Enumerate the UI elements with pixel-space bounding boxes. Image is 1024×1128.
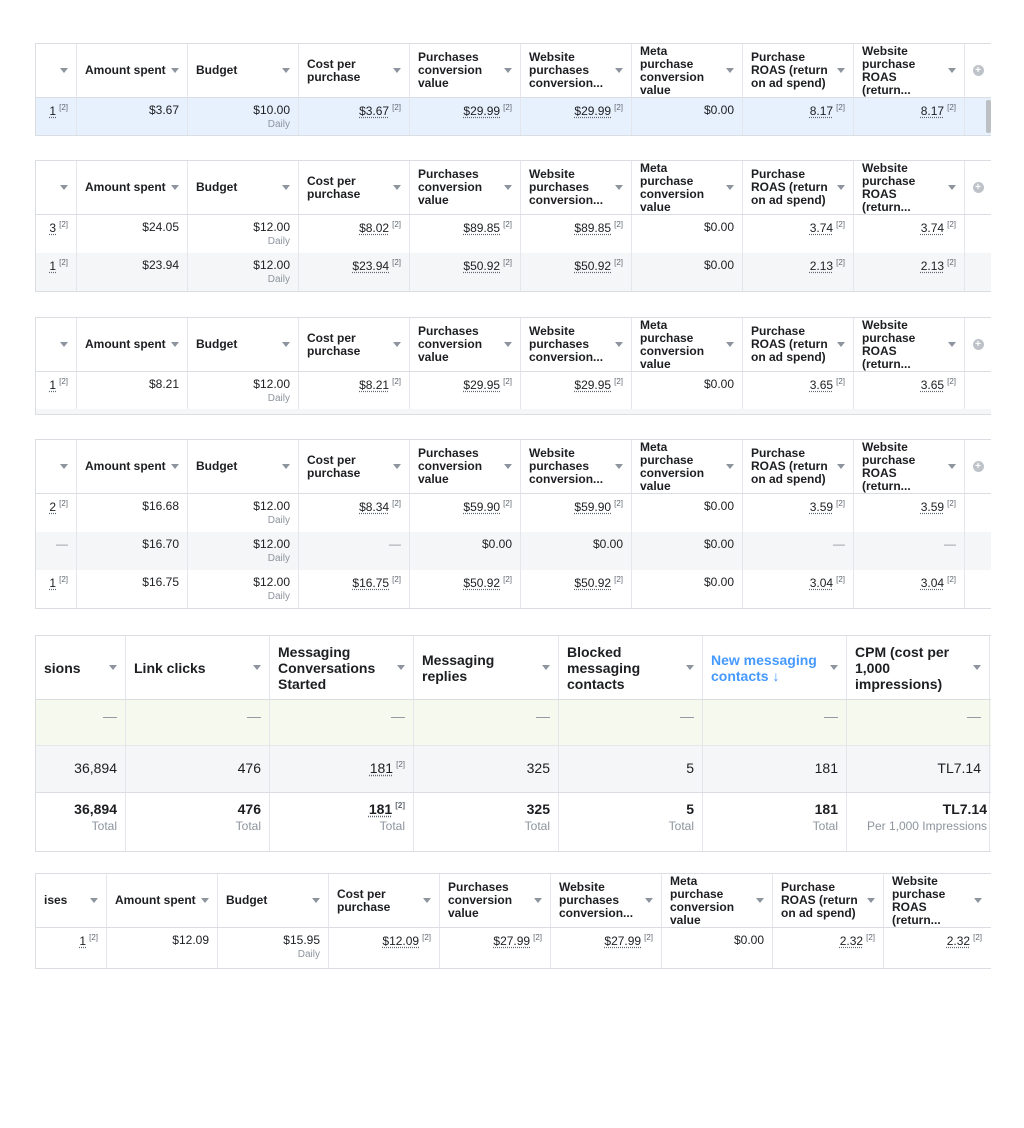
purchases-value[interactable]: 1 [49,378,57,392]
purchases-conversion-value-header[interactable]: Purchases conversion value [410,44,521,97]
footnote-mark: [2] [89,933,98,942]
sort-caret-icon[interactable] [393,342,401,347]
ads-table-4 [35,439,991,609]
purchases-column-header[interactable] [36,440,77,493]
website-purchase-roas-header[interactable]: Website purchase ROAS (return... [884,874,990,927]
cpm-total: TL7.14 [942,801,987,817]
budget-period: Daily [267,274,290,285]
budget-period: Daily [267,591,290,602]
table-row[interactable] [36,372,991,409]
link-clicks-value: — [126,700,270,745]
footnote-mark: [2] [392,220,401,229]
meta-purchase-conversion-value-header[interactable]: Meta purchase conversion value [662,874,773,927]
footnote-mark: [2] [503,499,512,508]
purchase-roas-value[interactable]: 2.32 [839,934,864,948]
replies-value: — [414,700,559,745]
sort-caret-icon[interactable] [504,464,512,469]
meta-purchase-conversion-value-header[interactable]: Meta purchase conversion value [632,161,743,214]
website-purchase-roas-value[interactable]: 2.13 [920,259,945,273]
cost-per-purchase-header[interactable]: Cost per purchase [299,440,410,493]
website-purchases-conversion-value[interactable]: $50.92 [574,576,612,590]
meta-purchase-value: $0.00 [662,928,773,968]
cost-per-purchase-header[interactable]: Cost per purchase [299,318,410,371]
website-purchases-conversion-value[interactable]: $29.95 [574,378,612,392]
footnote-mark: [2] [59,575,68,584]
footnote-mark: [2] [644,933,653,942]
website-purchase-roas-value[interactable]: 2.32 [946,934,971,948]
sort-caret-icon[interactable] [60,185,68,190]
website-purchase-roas-header[interactable]: Website purchase ROAS (return... [854,161,965,214]
footnote-mark: [2] [866,933,875,942]
blocked-value: — [559,700,703,745]
link-clicks-value: 476 [126,746,270,792]
footnote-mark: [2] [503,258,512,267]
budget-value: $12.00 [253,258,290,272]
impressions-header[interactable]: sions [36,636,126,699]
website-purchases-conversion-header[interactable]: Website purchases conversion... [521,44,632,97]
purchases-conversion-value[interactable]: $89.85 [463,221,501,235]
ads-table-2 [35,160,991,292]
purchase-roas-header[interactable]: Purchase ROAS (return on ad spend) [743,161,854,214]
website-purchase-roas-value[interactable]: 3.74 [920,221,945,235]
sort-caret-icon[interactable] [171,68,179,73]
sort-caret-icon[interactable] [837,464,845,469]
amount-spent-header[interactable]: Amount spent [77,161,188,214]
sort-caret-icon[interactable] [948,68,956,73]
impressions-value: 36,894 [36,746,126,792]
sort-caret-icon[interactable] [726,185,734,190]
purchase-roas-value: — [743,532,854,570]
website-purchases-conversion-header[interactable]: Website purchases conversion... [521,440,632,493]
cpm-value: TL7.14 [847,746,990,792]
table-row[interactable] [36,570,991,608]
footnote-mark: [2] [614,258,623,267]
cost-per-purchase-value: — [299,532,410,570]
budget-period: Daily [297,949,320,960]
totals-row [36,793,991,851]
purchases-value[interactable]: 1 [49,259,57,273]
sort-caret-icon[interactable] [393,185,401,190]
footnote-mark: [2] [947,258,956,267]
total-label: Total [812,819,838,833]
messaging-table [35,635,991,852]
sort-caret-icon[interactable] [423,898,431,903]
purchase-roas-value[interactable]: 3.74 [809,221,834,235]
link-clicks-total: 476 [237,801,261,817]
website-purchases-conversion-header[interactable]: Website purchases conversion... [551,874,662,927]
add-column-button[interactable] [965,44,991,97]
sort-caret-icon[interactable] [504,68,512,73]
budget-value: $12.00 [253,220,290,234]
purchases-conversion-value-header[interactable]: Purchases conversion value [410,318,521,371]
cost-per-purchase-header[interactable]: Cost per purchase [329,874,440,927]
new-contacts-value: — [703,700,847,745]
budget-period: Daily [267,236,290,247]
purchases-conversion-value-header[interactable]: Purchases conversion value [410,161,521,214]
partial-row [36,409,991,414]
footnote-mark: [2] [836,103,845,112]
budget-header[interactable]: Budget [218,874,329,927]
purchase-roas-value[interactable]: 3.04 [809,576,834,590]
footnote-mark: [2] [392,258,401,267]
new-contacts-header[interactable]: New messaging contacts ↓ [703,636,847,699]
plus-circle-icon: + [973,461,984,472]
footnote-mark: [2] [947,575,956,584]
website-purchases-conversion-value[interactable]: $27.99 [604,934,642,948]
website-purchases-conversion-value[interactable]: $50.92 [574,259,612,273]
replies-total: 325 [526,801,550,817]
cost-per-purchase-header[interactable]: Cost per purchase [299,44,410,97]
total-label: Total [235,819,261,833]
total-label: Total [668,819,694,833]
footnote-mark: [2] [836,220,845,229]
sort-caret-icon[interactable] [948,342,956,347]
cost-per-purchase-value[interactable]: $8.02 [359,221,390,235]
total-label: Total [379,819,405,833]
sort-caret-icon[interactable] [171,464,179,469]
footnote-mark: [2] [614,499,623,508]
footnote-mark: [2] [947,220,956,229]
table-row[interactable] [36,532,991,570]
table-row[interactable] [36,253,991,291]
website-purchases-conversion-value[interactable]: $89.85 [574,221,612,235]
website-purchase-roas-header[interactable]: Website purchase ROAS (return... [854,440,965,493]
purchases-value[interactable]: 1 [49,104,57,118]
budget-period: Daily [267,119,290,130]
sort-caret-icon[interactable] [837,342,845,347]
sort-caret-icon[interactable] [393,464,401,469]
website-purchase-roas-value: — [854,532,965,570]
purchases-column-header[interactable] [36,44,77,97]
sort-caret-icon[interactable] [171,342,179,347]
conversations-value: — [270,700,414,745]
purchases-conversion-value: $0.00 [410,532,521,570]
website-purchases-conversion-header[interactable]: Website purchases conversion... [521,161,632,214]
table-row[interactable] [36,98,991,135]
table-row[interactable] [36,746,991,793]
footnote-mark: [2] [59,377,68,386]
ads-table-3 [35,317,991,415]
budget-value: $12.00 [253,537,290,551]
sort-caret-icon[interactable] [686,665,694,670]
website-purchases-conversion-value[interactable]: $59.90 [574,500,612,514]
footnote-mark: [2] [503,103,512,112]
budget-value: $12.00 [253,575,290,589]
footnote-mark: [2] [392,103,401,112]
meta-purchase-value: $0.00 [632,570,743,608]
purchases-value[interactable]: 1 [79,934,87,948]
vertical-scrollbar[interactable] [986,100,991,133]
sort-caret-icon[interactable] [726,464,734,469]
purchases-column-header[interactable] [36,318,77,371]
purchases-conversion-value[interactable]: $50.92 [463,259,501,273]
footnote-mark: [2] [947,103,956,112]
budget-header[interactable]: Budget [188,440,299,493]
budget-value: $10.00 [253,103,290,117]
add-column-button[interactable] [965,161,991,214]
footnote-mark: [2] [59,103,68,112]
cost-per-purchase-value[interactable]: $8.34 [359,500,390,514]
impressions-value: — [36,700,126,745]
blocked-value: 5 [559,746,703,792]
amount-spent-value: $24.05 [77,215,188,253]
amount-spent-value: $16.70 [77,532,188,570]
messaging-replies-header[interactable]: Messaging replies [414,636,559,699]
sort-caret-icon[interactable] [615,185,623,190]
budget-header[interactable]: Budget [188,161,299,214]
sort-caret-icon[interactable] [973,665,981,670]
meta-purchase-value: $0.00 [632,532,743,570]
purchase-roas-header[interactable]: Purchase ROAS (return on ad spend) [773,874,884,927]
cost-per-purchase-value[interactable]: $23.94 [352,259,390,273]
sort-caret-icon[interactable] [948,464,956,469]
purchase-roas-header[interactable]: Purchase ROAS (return on ad spend) [743,318,854,371]
budget-value: $15.95 [283,933,320,947]
sort-caret-icon[interactable] [645,898,653,903]
website-purchases-conversion-header[interactable]: Website purchases conversion... [521,318,632,371]
meta-purchase-value: $0.00 [632,253,743,291]
amount-spent-value: $16.68 [77,494,188,532]
meta-purchase-conversion-value-header[interactable]: Meta purchase conversion value [632,318,743,371]
conversations-total[interactable]: 181 [368,801,393,817]
total-label: Total [91,819,117,833]
sort-caret-icon[interactable] [830,665,838,670]
sort-caret-icon[interactable] [253,665,261,670]
footnote-mark: [2] [503,220,512,229]
cost-per-purchase-value[interactable]: $8.21 [359,378,390,392]
blocked-contacts-header[interactable]: Blocked messaging contacts [559,636,703,699]
amount-spent-value: $23.94 [77,253,188,291]
footnote-mark: [2] [614,377,623,386]
sort-caret-icon[interactable] [282,342,290,347]
footnote-mark: [2] [392,377,401,386]
sort-caret-icon[interactable] [60,68,68,73]
website-purchases-conversion-value[interactable]: $29.99 [574,104,612,118]
amount-spent-value: $12.09 [107,928,218,968]
meta-purchase-conversion-value-header[interactable]: Meta purchase conversion value [632,440,743,493]
footnote-mark: [2] [614,575,623,584]
sort-caret-icon[interactable] [171,185,179,190]
sort-caret-icon[interactable] [109,665,117,670]
ads-table-6 [35,873,991,969]
budget-period: Daily [267,515,290,526]
footnote-mark: [2] [395,801,405,811]
sort-caret-icon[interactable] [397,665,405,670]
footnote-mark: [2] [422,933,431,942]
sort-caret-icon[interactable] [542,665,550,670]
sort-caret-icon[interactable] [726,68,734,73]
table-row[interactable] [36,928,991,968]
sort-caret-icon[interactable] [90,898,98,903]
replies-value: 325 [414,746,559,792]
budget-value: $12.00 [253,377,290,391]
link-clicks-header[interactable]: Link clicks [126,636,270,699]
footnote-mark: [2] [503,575,512,584]
footnote-mark: [2] [836,499,845,508]
blocked-total: 5 [686,801,694,817]
meta-purchase-value: $0.00 [632,494,743,532]
meta-purchase-conversion-value-header[interactable]: Meta purchase conversion value [632,44,743,97]
plus-circle-icon: + [973,65,984,76]
amount-spent-value: $8.21 [77,372,188,409]
purchase-roas-value[interactable]: 2.13 [809,259,834,273]
footnote-mark: [2] [392,575,401,584]
purchases-conversion-value[interactable]: $59.90 [463,500,501,514]
sort-caret-icon[interactable] [312,898,320,903]
sort-caret-icon[interactable] [948,185,956,190]
website-purchase-roas-value[interactable]: 3.04 [920,576,945,590]
cpm-header[interactable]: CPM (cost per 1,000 impressions) [847,636,990,699]
website-purchases-conversion-value: $0.00 [521,532,632,570]
sort-caret-icon[interactable] [615,342,623,347]
purchase-roas-value[interactable]: 3.65 [809,378,834,392]
budget-value: $12.00 [253,499,290,513]
cost-per-purchase-header[interactable]: Cost per purchase [299,161,410,214]
footnote-mark: [2] [614,220,623,229]
sort-caret-icon[interactable] [393,68,401,73]
purchases-conversion-value[interactable]: $29.99 [463,104,501,118]
sort-caret-icon[interactable] [201,898,209,903]
purchases-conversion-value[interactable]: $27.99 [493,934,531,948]
ads-table-1 [35,43,991,136]
sort-caret-icon[interactable] [60,342,68,347]
purchases-value[interactable]: 2 [49,500,57,514]
cost-per-purchase-value[interactable]: $16.75 [352,576,390,590]
new-contacts-total: 181 [814,801,838,817]
sort-caret-icon[interactable] [282,185,290,190]
purchase-roas-header[interactable]: Purchase ROAS (return on ad spend) [743,44,854,97]
purchases-conversion-value-header[interactable]: Purchases conversion value [440,874,551,927]
meta-purchase-value: $0.00 [632,372,743,409]
purchases-column-header[interactable] [36,161,77,214]
conversations-value[interactable]: 181 [369,760,394,776]
meta-purchase-value: $0.00 [632,215,743,253]
sort-caret-icon[interactable] [974,898,982,903]
meta-purchase-value: $0.00 [632,98,743,135]
purchases-conversion-value-header[interactable]: Purchases conversion value [410,440,521,493]
amount-spent-header[interactable]: Amount spent [77,440,188,493]
conversations-started-header[interactable]: Messaging Conversations Started [270,636,414,699]
footnote-mark: [2] [396,760,405,770]
sort-caret-icon[interactable] [282,68,290,73]
purchases-conversion-value[interactable]: $50.92 [463,576,501,590]
footnote-mark: [2] [59,220,68,229]
footnote-mark: [2] [947,499,956,508]
amount-spent-header[interactable]: Amount spent [107,874,218,927]
table-row[interactable] [36,700,991,746]
footnote-mark: [2] [947,377,956,386]
purchases-value: — [36,532,77,570]
footnote-mark: [2] [836,575,845,584]
sort-caret-icon[interactable] [756,898,764,903]
budget-period: Daily [267,393,290,404]
footnote-mark: [2] [59,258,68,267]
sort-caret-icon[interactable] [60,464,68,469]
website-purchase-roas-value[interactable]: 3.59 [920,500,945,514]
add-column-button[interactable] [965,440,991,493]
sort-caret-icon[interactable] [837,68,845,73]
add-column-button[interactable] [965,318,991,371]
new-contacts-value: 181 [703,746,847,792]
sort-caret-icon[interactable] [534,898,542,903]
cost-per-purchase-value[interactable]: $12.09 [382,934,420,948]
amount-spent-value: $3.67 [77,98,188,135]
total-label: Total [524,819,550,833]
table-row[interactable] [36,494,991,532]
sort-caret-icon[interactable] [282,464,290,469]
sort-caret-icon[interactable] [504,185,512,190]
website-purchase-roas-header[interactable]: Website purchase ROAS (return... [854,318,965,371]
footnote-mark: [2] [836,258,845,267]
purchases-value[interactable]: 1 [49,576,57,590]
footnote-mark: [2] [503,377,512,386]
footnote-mark: [2] [614,103,623,112]
amount-spent-value: $16.75 [77,570,188,608]
budget-period: Daily [267,553,290,564]
website-purchase-roas-value[interactable]: 8.17 [920,104,945,118]
sort-caret-icon[interactable] [615,464,623,469]
footnote-mark: [2] [392,499,401,508]
website-purchase-roas-header[interactable]: Website purchase ROAS (return... [854,44,965,97]
impressions-total: 36,894 [74,801,117,817]
sort-caret-icon[interactable] [726,342,734,347]
footnote-mark: [2] [533,933,542,942]
cpm-value: — [847,700,990,745]
purchase-roas-value[interactable]: 3.59 [809,500,834,514]
footnote-mark: [2] [59,499,68,508]
purchases-conversion-value[interactable]: $29.95 [463,378,501,392]
sort-caret-icon[interactable] [837,185,845,190]
cost-per-purchase-value[interactable]: $3.67 [359,104,390,118]
purchase-roas-value[interactable]: 8.17 [809,104,834,118]
purchases-column-header[interactable]: ises [36,874,107,927]
footnote-mark: [2] [973,933,982,942]
purchase-roas-header[interactable]: Purchase ROAS (return on ad spend) [743,440,854,493]
plus-circle-icon: + [973,182,984,193]
plus-circle-icon: + [973,339,984,350]
website-purchase-roas-value[interactable]: 3.65 [920,378,945,392]
table-row[interactable] [36,215,991,253]
sort-caret-icon[interactable] [867,898,875,903]
amount-spent-header[interactable]: Amount spent [77,318,188,371]
purchases-value[interactable]: 3 [49,221,57,235]
budget-header[interactable]: Budget [188,318,299,371]
sort-caret-icon[interactable] [504,342,512,347]
amount-spent-header[interactable]: Amount spent [77,44,188,97]
cpm-total-label: Per 1,000 Impressions [866,819,987,833]
footnote-mark: [2] [836,377,845,386]
sort-caret-icon[interactable] [615,68,623,73]
budget-header[interactable]: Budget [188,44,299,97]
